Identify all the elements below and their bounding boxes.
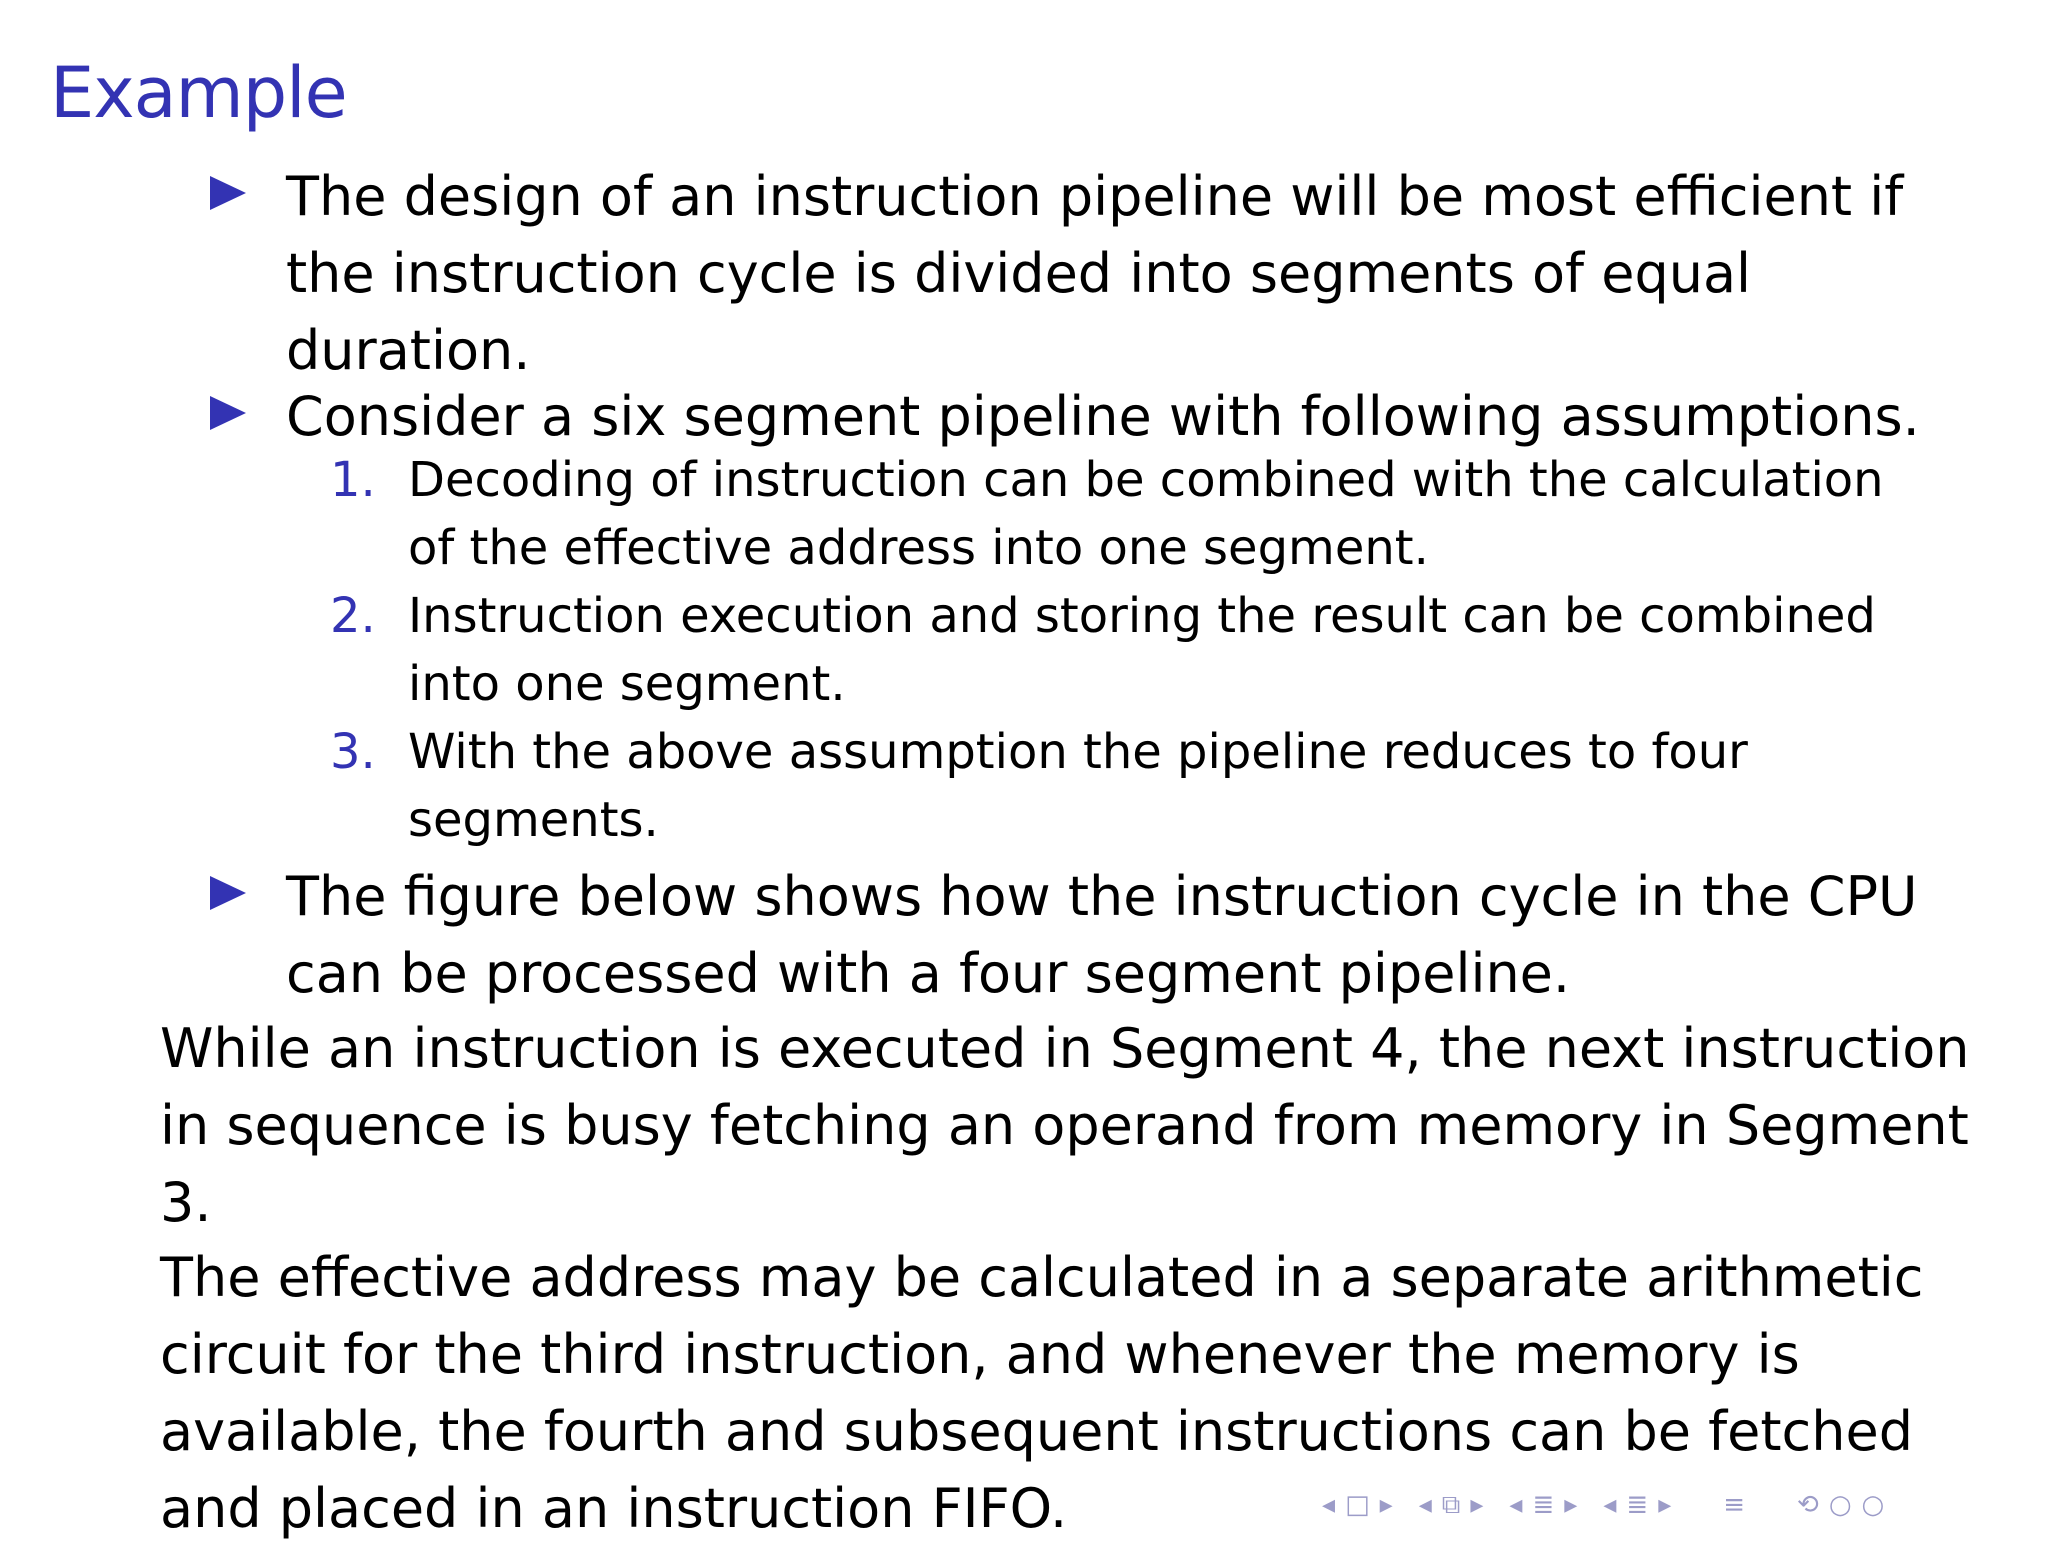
enum-number: 2.	[330, 588, 376, 644]
text-line: into one segment.	[408, 656, 846, 712]
section-icon[interactable]: ≣	[1626, 1490, 1649, 1520]
search-icon[interactable]: ⟲	[1797, 1490, 1819, 1520]
text-line: duration.	[286, 319, 531, 382]
text-line: With the above assumption the pipeline reduces to four	[408, 724, 1748, 780]
enum-number: 1.	[330, 452, 376, 508]
subsection-icon[interactable]: ⧉	[1441, 1490, 1461, 1520]
next-arrow-icon[interactable]: ▸	[1564, 1490, 1578, 1520]
bullet-text	[286, 158, 1926, 389]
text-line: of the effective address into one segment.	[408, 520, 1429, 576]
text-line: Consider a six segment pipeline with following assumptions.	[286, 385, 1920, 448]
align-icon[interactable]: ≡	[1723, 1490, 1746, 1520]
prev-arrow-icon[interactable]: ◂	[1603, 1490, 1617, 1520]
text-line: 3.	[160, 1171, 212, 1234]
text-line: The design of an instruction pipeline will be most efficient if	[286, 165, 1904, 228]
section-icon[interactable]: ≣	[1532, 1490, 1555, 1520]
paragraph	[160, 1010, 1970, 1241]
enum-text	[408, 446, 1968, 582]
text-line: Decoding of instruction can be combined with the calculation	[408, 452, 1884, 508]
text-line: While an instruction is executed in Segment 4, the next instruction	[160, 1017, 1970, 1080]
beamer-navigation-bar	[1322, 1490, 1894, 1520]
enum-text	[408, 718, 1968, 854]
text-line: The effective address may be calculated in a separate arithmetic	[160, 1246, 1924, 1309]
next-arrow-icon[interactable]: ▸	[1658, 1490, 1672, 1520]
triangle-bullet-icon	[210, 176, 246, 210]
text-line: segments.	[408, 792, 659, 848]
prev-arrow-icon[interactable]: ◂	[1418, 1490, 1432, 1520]
text-line: in sequence is busy fetching an operand from memory in Segment	[160, 1094, 1969, 1157]
next-arrow-icon[interactable]: ▸	[1379, 1490, 1393, 1520]
enum-text	[408, 582, 1968, 718]
text-line: the instruction cycle is divided into segments of equal	[286, 242, 1752, 305]
text-line: Instruction execution and storing the result can be combined	[408, 588, 1876, 644]
text-line: available, the fourth and subsequent instructions can be fetched	[160, 1400, 1913, 1463]
text-line: can be processed with a four segment pipeline.	[286, 942, 1571, 1005]
enum-number: 3.	[330, 724, 376, 780]
prev-arrow-icon[interactable]: ◂	[1322, 1490, 1336, 1520]
triangle-bullet-icon	[210, 876, 246, 910]
bullet-text	[286, 858, 1926, 1012]
text-line: and placed in an instruction FIFO.	[160, 1477, 1068, 1540]
slide-title: Example	[50, 52, 347, 134]
next-arrow-icon[interactable]: ▸	[1470, 1490, 1484, 1520]
bullet-text	[286, 378, 1926, 455]
text-line: The figure below shows how the instruction cycle in the CPU	[286, 865, 1918, 928]
prev-arrow-icon[interactable]: ◂	[1509, 1490, 1523, 1520]
text-line: circuit for the third instruction, and whenever the memory is	[160, 1323, 1800, 1386]
search-icon[interactable]: ○	[1861, 1490, 1885, 1520]
search-icon[interactable]: ○	[1828, 1490, 1852, 1520]
triangle-bullet-icon	[210, 396, 246, 430]
frame-icon[interactable]: □	[1345, 1490, 1370, 1520]
